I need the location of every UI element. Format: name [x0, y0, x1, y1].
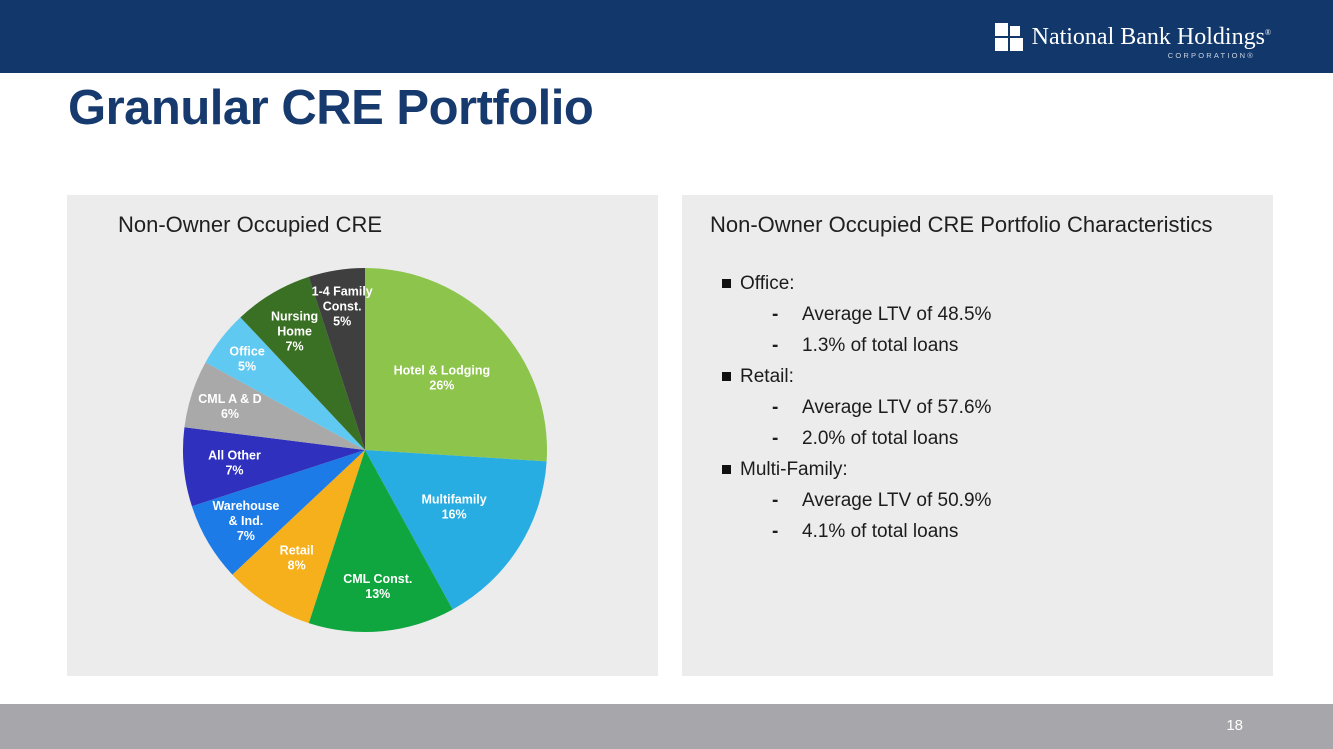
sub-bullet-item [682, 330, 1273, 361]
dash-bullet-icon: - [772, 489, 779, 511]
bullet-item [682, 361, 1273, 392]
page-number: 18 [1226, 717, 1243, 734]
pie-slice-label: 1-4 Family Const. 5% [311, 284, 373, 329]
sub-bullet-item [682, 423, 1273, 454]
logo-squares-icon [995, 23, 1023, 51]
square-bullet-icon [722, 279, 731, 288]
dash-bullet-icon: - [772, 303, 779, 325]
sub-bullet-item [682, 392, 1273, 423]
bullet-label: Retail: [740, 365, 794, 387]
footer-bar [0, 704, 1333, 749]
sub-bullet-label: Average LTV of 57.6% [802, 396, 992, 418]
bullet-item [682, 268, 1273, 299]
dash-bullet-icon: - [772, 334, 779, 356]
bullet-item [682, 454, 1273, 485]
bullet-label: Office: [740, 272, 795, 294]
pie-slice-label: Multifamily 16% [421, 492, 487, 522]
characteristics-panel [682, 195, 1273, 676]
characteristics-title: Non-Owner Occupied CRE Portfolio Characteristics [710, 212, 1213, 237]
company-logo [995, 20, 1271, 60]
registered-mark: ® [1264, 28, 1271, 37]
sub-bullet-item [682, 516, 1273, 547]
pie-slice-label: CML A & D 6% [198, 392, 262, 422]
dash-bullet-icon: - [772, 520, 779, 542]
dash-bullet-icon: - [772, 396, 779, 418]
pie-chart-title: Non-Owner Occupied CRE [118, 212, 383, 237]
sub-bullet-item [682, 485, 1273, 516]
logo-name: National Bank Holdings® [1031, 24, 1271, 50]
sub-bullet-label: Average LTV of 50.9% [802, 489, 992, 511]
dash-bullet-icon: - [772, 427, 779, 449]
sub-bullet-label: 1.3% of total loans [802, 334, 959, 356]
pie-slice-label: Warehouse & Ind. 7% [212, 498, 280, 543]
pie-slice-label: CML Const. 13% [343, 571, 413, 601]
pie-chart-panel [67, 195, 658, 676]
pie-slice-label: All Other 7% [208, 448, 261, 478]
logo-text-block [1032, 20, 1271, 60]
header-bar [0, 0, 1333, 73]
characteristics-list [682, 268, 1273, 547]
page-title: Granular CRE Portfolio [68, 81, 594, 135]
square-bullet-icon [722, 465, 731, 474]
pie-slice-label: Office 5% [229, 344, 265, 374]
sub-bullet-item [682, 299, 1273, 330]
pie-chart [67, 195, 658, 676]
pie-slice-label: Nursing Home 7% [270, 309, 319, 354]
pie-slice-label: Hotel & Lodging 26% [393, 363, 491, 393]
sub-bullet-label: 2.0% of total loans [802, 427, 959, 449]
bullet-label: Multi-Family: [740, 458, 848, 480]
logo-subtext: CORPORATION® [1167, 51, 1255, 60]
sub-bullet-label: 4.1% of total loans [802, 520, 959, 542]
square-bullet-icon [722, 372, 731, 381]
pie-slice-label: Retail 8% [279, 543, 314, 573]
sub-bullet-label: Average LTV of 48.5% [802, 303, 992, 325]
